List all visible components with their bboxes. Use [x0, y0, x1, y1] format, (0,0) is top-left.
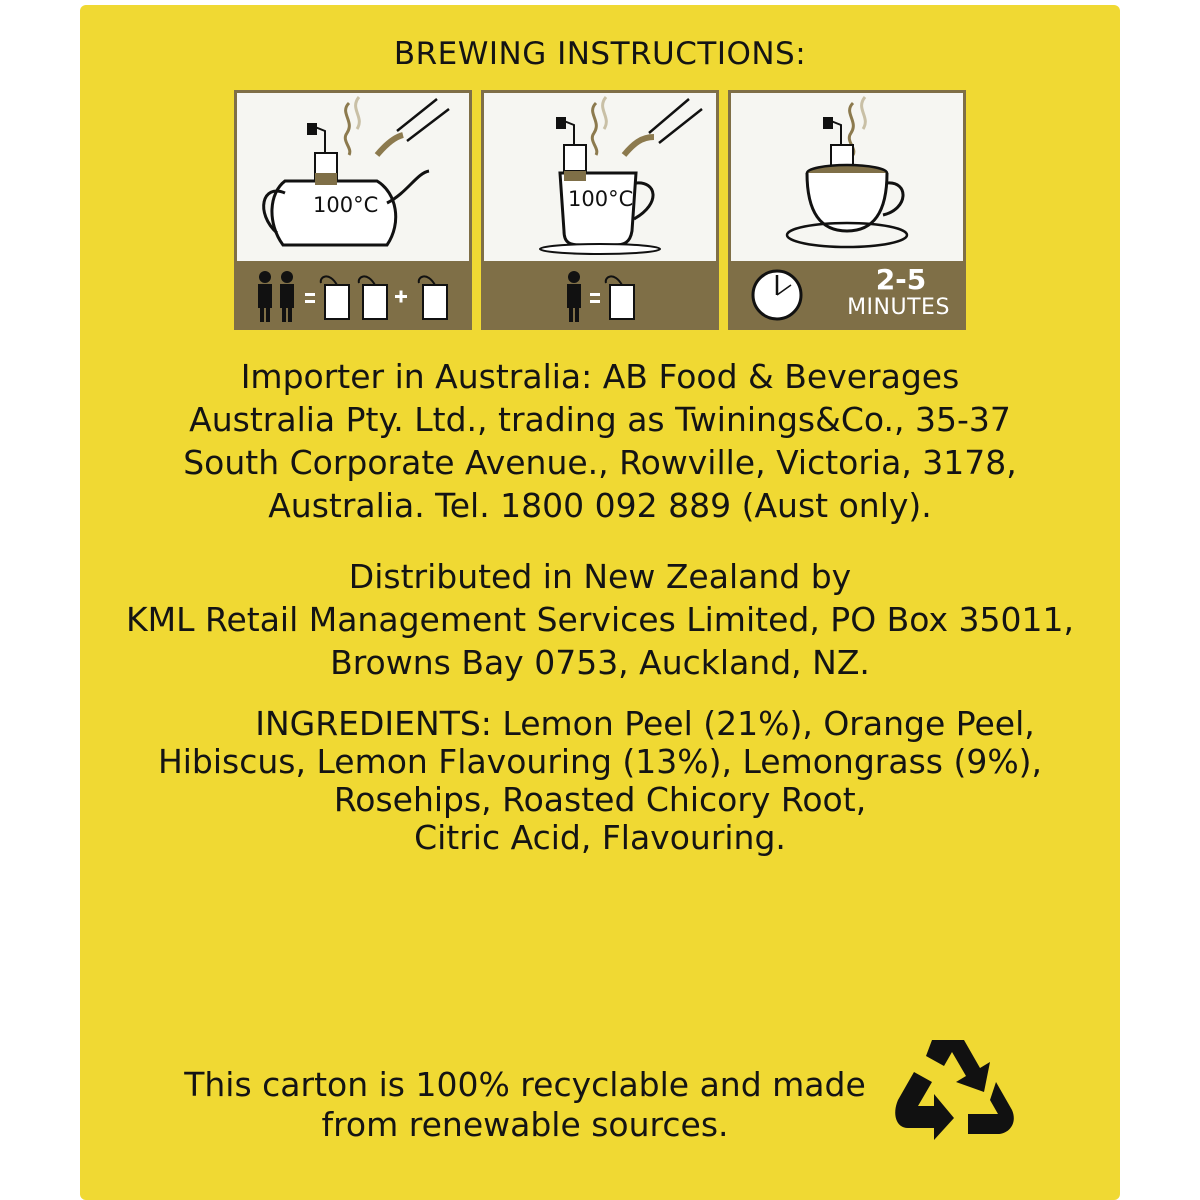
importer-line: Australia Pty. Ltd., trading as Twinings&Co., 35-37 — [189, 400, 1011, 439]
steeping-instruction-panel — [728, 90, 966, 330]
ingredients-line: Rosehips, Roasted Chicory Root, — [333, 780, 867, 819]
brewing-heading: BREWING INSTRUCTIONS: — [393, 36, 807, 72]
importer-line: Importer in Australia: AB Food & Beverages — [240, 357, 960, 396]
teacup-pouring-icon — [484, 93, 716, 261]
teapot-temperature: 100°C — [313, 193, 379, 217]
steeping-time-guide — [731, 263, 963, 327]
recycle-icon — [888, 1030, 1018, 1155]
ingredients-list — [0, 705, 1200, 857]
importer-line: South Corporate Avenue., Rowville, Victoria, 3178, — [183, 443, 1017, 482]
cup-temperature: 100°C — [568, 187, 634, 211]
teapot-instruction-panel — [234, 90, 472, 330]
steeping-cup-icon — [731, 93, 963, 261]
distributor-line: KML Retail Management Services Limited, PO Box 35011, — [126, 600, 1074, 639]
recycling-statement — [125, 1065, 925, 1145]
steeping-illustration — [731, 93, 963, 261]
recycling-line: from renewable sources. — [321, 1105, 729, 1144]
distributor-line: Browns Bay 0753, Auckland, NZ. — [330, 643, 870, 682]
one-person-one-teabag-icon — [484, 263, 716, 327]
cup-illustration — [484, 93, 716, 261]
teapot-serving-guide — [237, 263, 469, 327]
distributor-address — [0, 555, 1200, 684]
two-persons-three-teabags-icon — [237, 263, 469, 327]
steeping-time-range: 2-5 — [875, 263, 927, 296]
steeping-time-unit: MINUTES — [847, 295, 950, 320]
importer-address — [0, 355, 1200, 527]
recycling-line: This carton is 100% recyclable and made — [184, 1065, 866, 1104]
teapot-illustration — [237, 93, 469, 261]
cup-instruction-panel — [481, 90, 719, 330]
ingredients-line: INGREDIENTS: Lemon Peel (21%), Orange Peel, — [255, 704, 1035, 743]
ingredients-line: Hibiscus, Lemon Flavouring (13%), Lemongrass (9%), — [157, 742, 1043, 781]
distributor-line: Distributed in New Zealand by — [348, 557, 852, 596]
ingredients-line: Citric Acid, Flavouring. — [414, 818, 786, 857]
cup-serving-guide — [484, 263, 716, 327]
importer-line: Australia. Tel. 1800 092 889 (Aust only). — [268, 486, 932, 525]
teapot-icon — [237, 93, 469, 261]
